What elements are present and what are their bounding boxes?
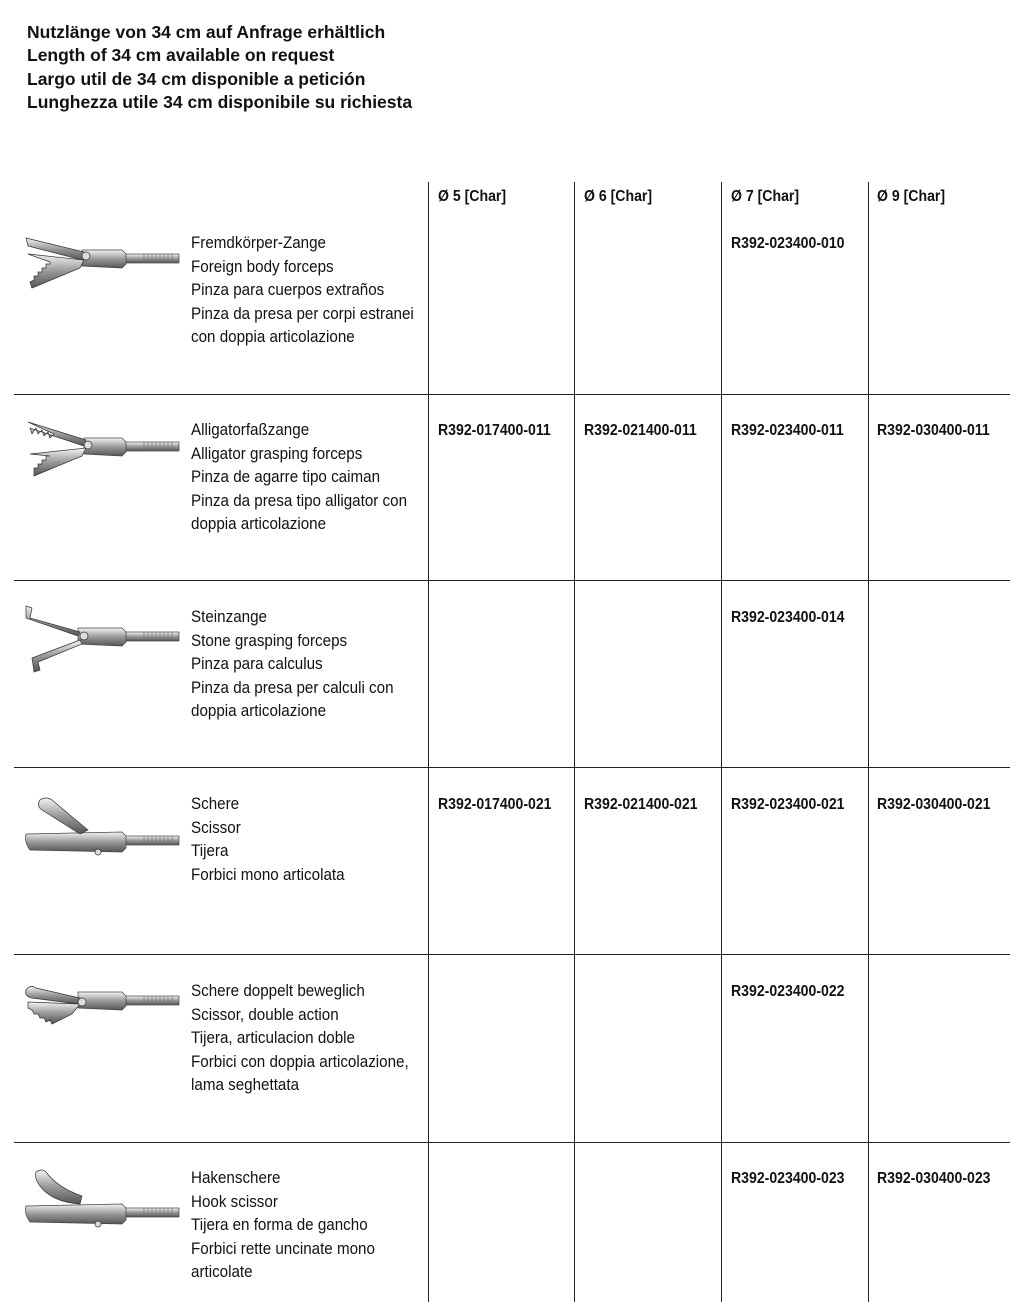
article-number: R392-017400-011 (438, 422, 551, 439)
row-divider (14, 1142, 1010, 1143)
description-it: Pinza da presa per calculi con (191, 678, 394, 697)
column-header-9: Ø 9 [Char] (877, 188, 946, 205)
alligator-forceps-icon (22, 418, 182, 478)
article-number: R392-023400-011 (731, 422, 844, 439)
row-divider (14, 954, 1010, 955)
description-de: Steinzange (191, 608, 267, 626)
article-number: R392-023400-014 (731, 609, 845, 626)
article-number: R392-023400-010 (731, 235, 845, 252)
description-es: Tijera en forma de gancho (191, 1216, 368, 1234)
column-divider (868, 182, 869, 1302)
description-it-cont: articolate (191, 1263, 253, 1281)
article-number: R392-030400-023 (877, 1170, 991, 1187)
article-number: R392-017400-021 (438, 796, 552, 813)
scissor-icon (22, 794, 182, 864)
description-it: Pinza da presa per corpi estranei (191, 304, 414, 323)
article-number: R392-023400-022 (731, 983, 845, 1000)
row-description (191, 419, 451, 537)
description-es: Tijera (191, 842, 229, 860)
description-de: Schere doppelt beweglich (191, 982, 365, 1000)
article-number: R392-023400-023 (731, 1170, 845, 1187)
column-header-6: Ø 6 [Char] (584, 188, 653, 205)
foreign-body-forceps-icon (22, 232, 182, 292)
article-number: R392-030400-011 (877, 422, 990, 439)
row-divider (14, 580, 1010, 581)
description-en: Scissor, double action (191, 1005, 339, 1024)
description-es: Pinza para cuerpos extraños (191, 281, 385, 299)
description-de: Schere (191, 795, 240, 813)
article-number: R392-021400-011 (584, 422, 697, 439)
description-it-cont: con doppia articolazione (191, 328, 355, 346)
row-divider (14, 767, 1010, 768)
column-divider (574, 182, 575, 1302)
column-divider (428, 182, 429, 1302)
row-description (191, 606, 451, 724)
column-header-5: Ø 5 [Char] (438, 188, 507, 205)
description-de: Hakenschere (191, 1169, 281, 1187)
column-header-7: Ø 7 [Char] (731, 188, 800, 205)
hook-scissor-icon (22, 1166, 182, 1232)
description-it-cont: doppia articolazione (191, 702, 327, 720)
description-es: Pinza de agarre tipo caiman (191, 468, 381, 486)
description-en: Hook scissor (191, 1192, 278, 1211)
description-it-cont: lama seghettata (191, 1076, 300, 1094)
description-it: Forbici rette uncinate mono (191, 1239, 375, 1258)
description-it: Pinza da presa tipo alligator con (191, 491, 408, 510)
stone-forceps-icon (22, 604, 182, 674)
column-divider (721, 182, 722, 1302)
description-it: Forbici mono articolata (191, 865, 345, 884)
article-number: R392-023400-021 (731, 796, 845, 813)
description-de: Fremdkörper-Zange (191, 234, 326, 252)
description-it: Forbici con doppia articolazione, (191, 1052, 409, 1071)
description-en: Scissor (191, 818, 241, 837)
description-es: Pinza para calculus (191, 655, 323, 673)
availability-note (27, 21, 412, 114)
note-line-en: Length of 34 cm available on request (27, 45, 335, 66)
description-en: Foreign body forceps (191, 257, 334, 276)
row-divider (14, 394, 1010, 395)
article-number: R392-021400-021 (584, 796, 698, 813)
row-description (191, 793, 451, 887)
row-description (191, 232, 451, 350)
description-de: Alligatorfaßzange (191, 421, 310, 439)
description-en: Stone grasping forceps (191, 631, 348, 650)
row-description (191, 980, 451, 1098)
note-line-de: Nutzlänge von 34 cm auf Anfrage erhältlich (27, 22, 386, 42)
description-it-cont: doppia articolazione (191, 515, 327, 533)
note-line-it: Lunghezza utile 34 cm disponibile su richiesta (27, 91, 413, 112)
double-action-scissor-icon (22, 980, 182, 1040)
row-description (191, 1167, 451, 1285)
description-es: Tijera, articulacion doble (191, 1029, 355, 1047)
article-number: R392-030400-021 (877, 796, 991, 813)
note-line-es: Largo util de 34 cm disponible a petición (27, 68, 366, 89)
description-en: Alligator grasping forceps (191, 444, 363, 463)
